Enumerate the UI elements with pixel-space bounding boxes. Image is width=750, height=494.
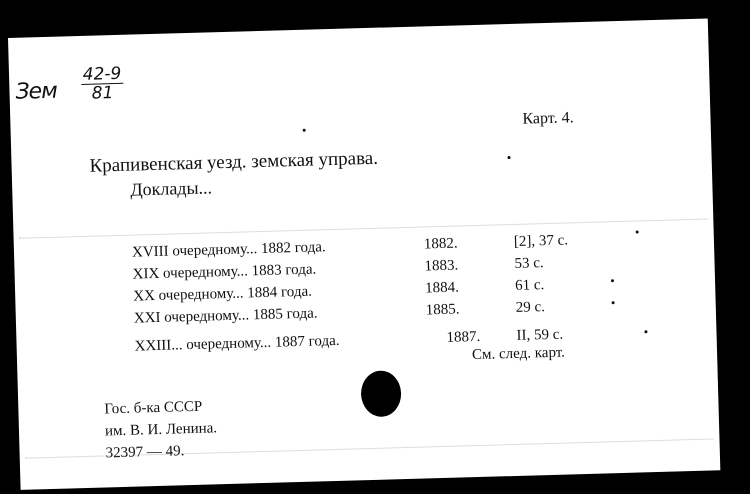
card-number: Карт. 4. <box>522 109 574 128</box>
entry-pages: 29 с. <box>515 299 546 316</box>
catalog-card <box>8 18 720 489</box>
ink-speck <box>303 129 306 132</box>
ink-speck <box>611 279 614 282</box>
entry-pages: II, 59 с. <box>516 326 564 344</box>
entry-description: XXI очередному... 1885 года. <box>133 305 318 327</box>
ink-speck <box>636 230 639 233</box>
card-subtitle: Доклады... <box>130 177 213 200</box>
shelfmark-fraction <box>81 65 124 103</box>
library-line-1: Гос. б-ка СССР <box>104 398 203 418</box>
entry-description: XVIII очередному... 1882 года. <box>131 239 326 261</box>
entry-pages: 53 с. <box>514 255 544 272</box>
shelfmark-numerator: 42-9 <box>82 63 122 85</box>
ink-speck <box>644 330 647 333</box>
see-next-note: См. след. карт. <box>471 344 566 364</box>
shelfmark-denominator: 81 <box>91 83 114 104</box>
entry-year: 1885. <box>425 301 460 319</box>
ink-speck <box>507 156 510 159</box>
entry-year: 1887. <box>446 328 481 346</box>
library-line-3: 32397 — 49. <box>105 443 185 462</box>
library-line-2: им. В. И. Ленина. <box>104 420 218 440</box>
punch-hole <box>360 370 401 417</box>
card-title: Крапивенская уезд. земская управа. <box>89 147 379 177</box>
entry-description: XIX очередному... 1883 года. <box>132 261 317 283</box>
entry-year: 1884. <box>424 279 460 297</box>
entry-description: XXIII... очередному... 1887 года. <box>134 332 340 355</box>
entry-pages: [2], 37 с. <box>513 232 569 250</box>
ink-speck <box>612 301 615 304</box>
entry-year: 1882. <box>423 235 458 253</box>
entry-row <box>134 324 654 359</box>
entry-description: XX очередному... 1884 года. <box>133 283 313 305</box>
shelfmark-prefix: Зем <box>15 78 58 105</box>
entry-pages: 61 с. <box>514 277 545 294</box>
entry-year: 1883. <box>424 257 459 275</box>
